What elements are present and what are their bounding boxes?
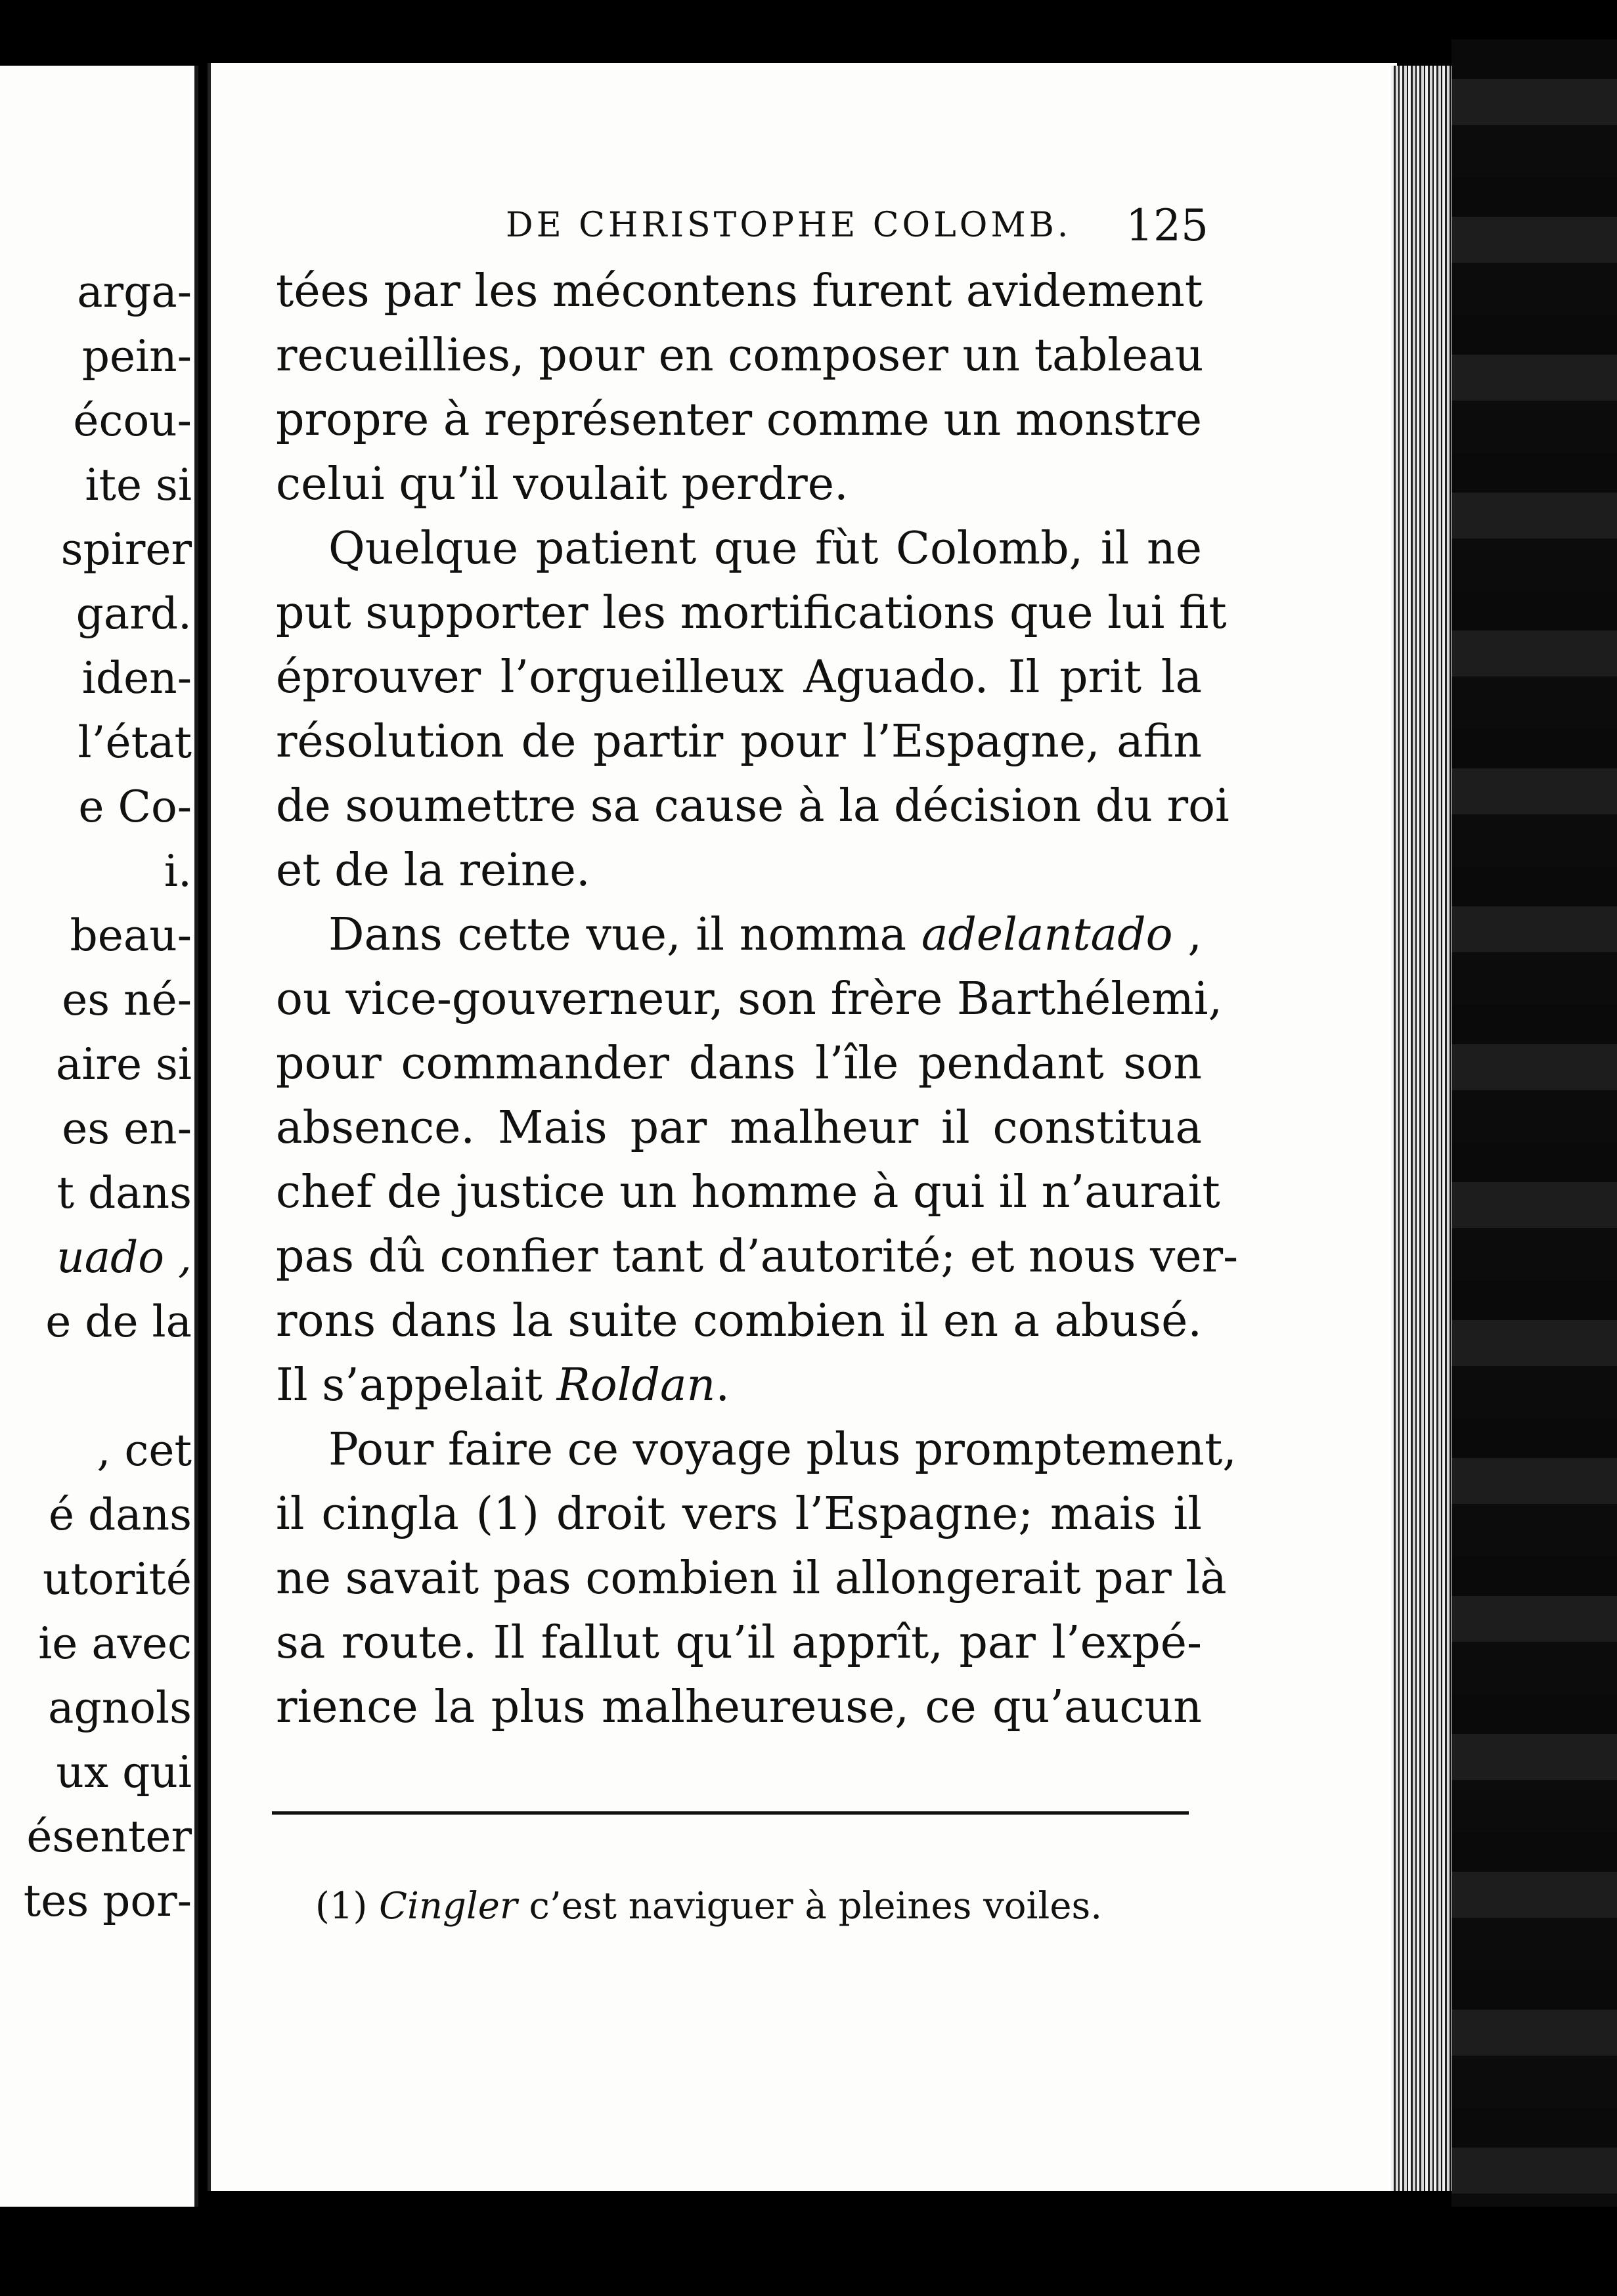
left-line-fragment: arga-: [77, 267, 192, 317]
page-edges: [1391, 66, 1451, 2191]
left-line-fragment: tes por-: [23, 1876, 192, 1926]
left-line-fragment: es né-: [62, 975, 192, 1025]
body-line: Il s’appelait Roldan.: [276, 1359, 730, 1411]
left-line-fragment: ésenter: [26, 1811, 192, 1862]
left-line-fragment: gard.: [76, 588, 192, 639]
left-line-fragment: iden-: [81, 653, 192, 703]
footnote: [315, 1885, 1102, 1928]
footnote-text: c’est naviguer à pleines voiles.: [529, 1885, 1103, 1928]
left-line-fragment: ite si: [85, 460, 192, 510]
left-line-fragment: pein-: [81, 331, 192, 382]
left-line-fragment: utorité: [42, 1554, 192, 1604]
body-line: tées par les mécontens furent avidement: [276, 265, 1203, 317]
body-line: pour commander dans l’île pendant son: [276, 1038, 1202, 1090]
body-line: put supporter les mortifications que lui fit: [276, 587, 1227, 639]
body-line: celui qu’il voulait perdre.: [276, 458, 849, 510]
running-title: DE CHRISTOPHE COLOMB.: [506, 206, 1072, 245]
body-line: éprouver l’orgueilleux Aguado. Il prit la: [276, 651, 1202, 703]
body-line: sa route. Il fallut qu’il apprît, par l’expé-: [276, 1617, 1202, 1669]
left-line-fragment: es en-: [62, 1103, 192, 1154]
left-line-fragment: t dans: [56, 1168, 192, 1218]
left-line-fragment: uado ,: [56, 1232, 192, 1283]
left-line-fragment: spirer: [60, 524, 192, 575]
left-line-fragment: agnols: [48, 1683, 192, 1733]
footnote-term: Cingler: [379, 1885, 518, 1928]
body-line: ne savait pas combien il allongerait par là: [276, 1553, 1227, 1604]
body-line: recueillies, pour en composer un tableau: [276, 330, 1204, 382]
body-line: Quelque patient que fùt Colomb, il ne: [328, 523, 1202, 575]
body-line: de soumettre sa cause à la décision du roi: [276, 780, 1229, 832]
left-line-fragment: beau-: [70, 910, 192, 961]
body-line: Dans cette vue, il nomma adelantado ,: [328, 909, 1202, 961]
body-line: pas dû confier tant d’autorité; et nous ver-: [276, 1231, 1239, 1283]
page-number: 125: [1126, 200, 1208, 251]
body-line: il cingla (1) droit vers l’Espagne; mais il: [276, 1488, 1202, 1540]
body-line: propre à représenter comme un monstre: [276, 394, 1202, 446]
left-line-fragment: e de la: [45, 1296, 192, 1347]
body-line: rience la plus malheureuse, ce qu’aucun: [276, 1681, 1202, 1733]
left-line-fragment: ie avec: [38, 1618, 192, 1669]
body-line: rons dans la suite combien il en a abusé.: [276, 1295, 1202, 1347]
left-line-fragment: , cet: [97, 1425, 192, 1476]
left-line-fragment: i.: [164, 846, 192, 896]
body-line: chef de justice un homme à qui il n’aurait: [276, 1166, 1220, 1218]
left-line-fragment: aire si: [55, 1039, 192, 1090]
left-line-fragment: e Co-: [78, 782, 192, 832]
left-line-fragment: écou-: [73, 395, 192, 446]
body-line: et de la reine.: [276, 845, 590, 896]
body-line: résolution de partir pour l’Espagne, afin: [276, 716, 1202, 768]
book-cover-edge: [1451, 39, 1617, 2207]
footnote-rule: [272, 1811, 1189, 1815]
body-line: absence. Mais par malheur il constitua: [276, 1102, 1202, 1154]
left-line-fragment: l’état: [78, 717, 192, 768]
left-line-fragment: ux qui: [56, 1747, 192, 1798]
running-head: [296, 200, 1208, 253]
previous-page-fragment: [0, 66, 198, 2207]
left-line-fragment: é dans: [48, 1490, 192, 1540]
body-line: Pour faire ce voyage plus promptement,: [328, 1424, 1237, 1476]
footnote-marker: (1): [315, 1885, 368, 1928]
body-line: ou vice-gouverneur, son frère Barthélemi,: [276, 973, 1223, 1025]
